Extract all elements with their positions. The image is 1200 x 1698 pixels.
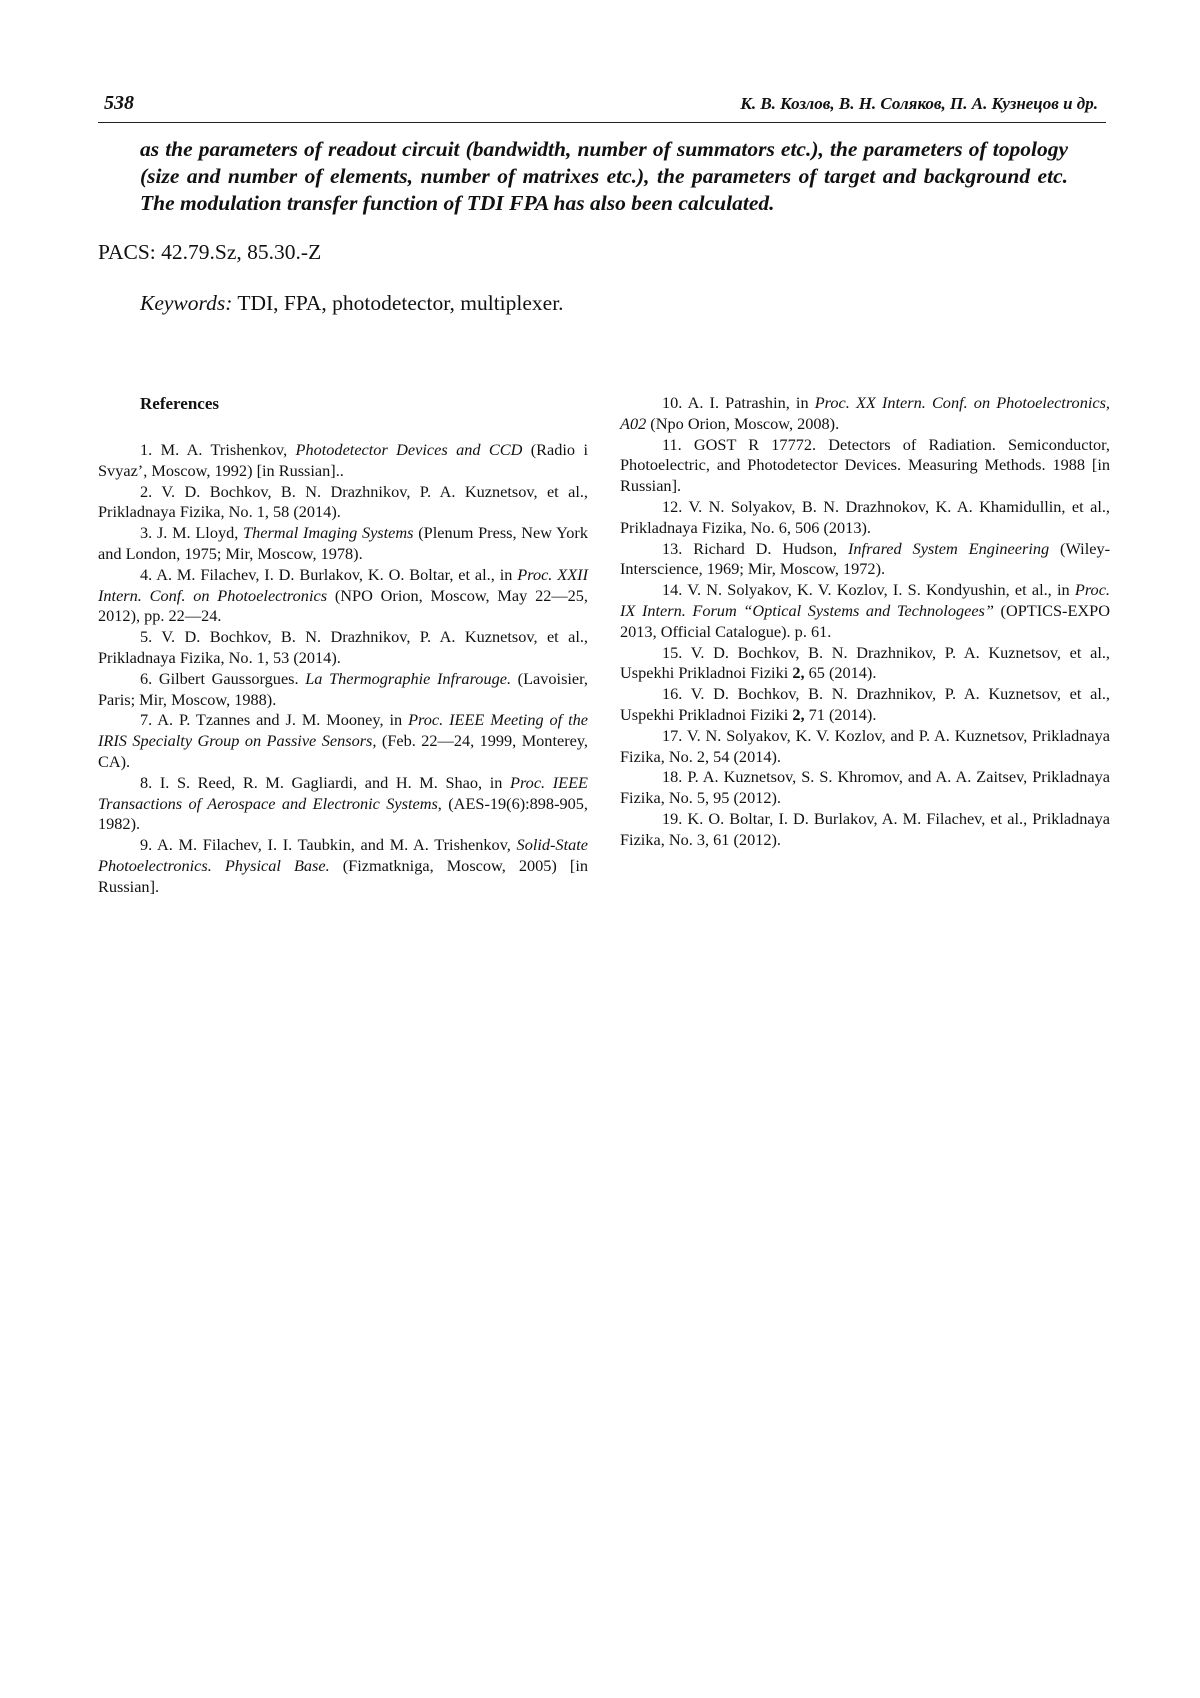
reference-details: (Lavoisier, Paris; Mir, Moscow, 1988). [98, 668, 588, 709]
reference-item [98, 773, 588, 835]
reference-text: 6. Gilbert Gaussorgues. [140, 668, 306, 688]
reference-details: (OPTICS-EXPO 2013, Official Catalogue). p. 61. [620, 600, 1110, 641]
reference-text: 13. Richard D. Hudson, [662, 538, 848, 558]
references-column-left [98, 393, 588, 898]
reference-item [98, 835, 588, 897]
reference-item [98, 627, 588, 669]
reference-text: 3. J. M. Lloyd, [140, 523, 244, 543]
keywords [140, 291, 564, 316]
reference-text: 11. GOST R 17772. Detectors of Radiation. Semiconductor, Photoelectric, and Photodetector Devices. Measuring Methods. 1988 [in Russian]. [620, 434, 1110, 496]
reference-item [620, 767, 1110, 809]
reference-title: Photodetector Devices and CCD [295, 440, 523, 459]
reference-text: 17. V. N. Solyakov, K. V. Kozlov, and P. A. Kuznetsov, Prikladnaya Fizika, No. 2, 54 (2014). [620, 725, 1110, 766]
reference-item [98, 669, 588, 711]
reference-text: 8. I. S. Reed, R. M. Gagliardi, and H. M. Shao, in [140, 772, 510, 792]
reference-title: Proc. XXII Intern. Conf. on Photoelectronics [98, 564, 588, 605]
reference-title: Thermal Imaging Systems [243, 523, 414, 543]
reference-text: 16. V. D. Bochkov, B. N. Drazhnikov, P. A. Kuznetsov, et al., Uspekhi Prikladnoi Fiziki [620, 684, 1110, 724]
reference-text: 1. M. A. Trishenkov, [140, 440, 296, 459]
reference-text: 15. V. D. Bochkov, B. N. Drazhnikov, P. A. Kuznetsov, et al., Uspekhi Prikladnoi Fiziki [620, 642, 1110, 683]
reference-item [620, 497, 1110, 539]
keywords-label: Keywords: [140, 291, 233, 315]
reference-text: 14. V. N. Solyakov, K. V. Kozlov, I. S. Kondyushin, et al., in [662, 580, 1075, 600]
reference-title: Infrared System Engineering [848, 538, 1050, 558]
reference-title: La Thermographie Infrarouge. [305, 668, 512, 688]
running-head: К. В. Козлов, В. Н. Соляков, П. А. Кузнецов и др. [740, 94, 1098, 113]
keywords-value: TDI, FPA, photodetector, multiplexer. [232, 291, 564, 315]
reference-title: Proc. IEEE Meeting of the IRIS Specialty Group on Passive Sensors, [98, 710, 588, 751]
reference-title: Proc. XX Intern. Conf. on Photoelectronics, A02 [620, 393, 1110, 433]
reference-text: 10. A. I. Patrashin, in [662, 393, 815, 412]
reference-details: 65 (2014). [804, 663, 877, 683]
reference-text: 2. V. D. Bochkov, B. N. Drazhnikov, P. A. Kuznetsov, et al., Prikladnaya Fizika, No. 1, 58 (2014). [98, 481, 588, 522]
reference-text: 18. P. A. Kuznetsov, S. S. Khromov, and A. A. Zaitsev, Prikladnaya Fizika, No. 5, 95 (2012). [620, 767, 1110, 808]
reference-details: 71 (2014). [804, 704, 877, 724]
reference-text: 19. K. O. Boltar, I. D. Burlakov, A. M. Filachev, et al., Prikladnaya Fizika, No. 3, 61 (2012). [620, 808, 1110, 849]
reference-text: 9. A. M. Filachev, I. I. Taubkin, and M. A. Trishenkov, [140, 835, 517, 855]
page-number: 538 [104, 92, 134, 114]
reference-text: 12. V. N. Solyakov, B. N. Drazhnokov, K. A. Khamidullin, et al., Prikladnaya Fizika, No. 6, 506 (2013). [620, 496, 1110, 537]
reference-details: (Plenum Press, New York and London, 1975; Mir, Moscow, 1978). [98, 523, 588, 563]
reference-item [620, 435, 1110, 497]
reference-text: 5. V. D. Bochkov, B. N. Drazhnikov, P. A. Kuznetsov, et al., Prikladnaya Fizika, No. 1, 53 (2014). [98, 627, 588, 667]
references-column-right [620, 393, 1110, 851]
reference-details: (Radio i Svyaz’, Moscow, 1992) [in Russian].. [98, 440, 588, 480]
reference-item [620, 684, 1110, 726]
reference-item [98, 482, 588, 524]
reference-item [620, 539, 1110, 581]
reference-item [620, 580, 1110, 642]
reference-volume: 2, [792, 704, 805, 724]
reference-details: (Npo Orion, Moscow, 2008). [646, 413, 840, 433]
reference-title: Proc. IEEE Transactions of Aerospace and Electronic Systems [98, 772, 588, 813]
reference-item [620, 726, 1110, 768]
reference-text: 4. A. M. Filachev, I. D. Burlakov, K. O. Boltar, et al., in [140, 564, 518, 584]
reference-item [98, 523, 588, 565]
reference-details: (NPO Orion, Moscow, May 22—25, 2012), pp. 22—24. [98, 585, 588, 626]
reference-details: (Feb. 22—24, 1999, Monterey, CA). [98, 731, 588, 771]
reference-item [98, 710, 588, 772]
reference-title: Solid-State Photoelectronics. Physical Base. [98, 835, 588, 875]
reference-title: Proc. IX Intern. Forum “Optical Systems and Technologees” [620, 580, 1110, 620]
reference-text: 7. A. P. Tzannes and J. M. Mooney, in [140, 710, 409, 730]
pacs-codes: PACS: 42.79.Sz, 85.30.-Z [98, 240, 322, 264]
reference-item [620, 809, 1110, 851]
reference-details: (Wiley-Interscience, 1969; Mir, Moscow, 1972). [620, 538, 1111, 579]
reference-details: , (AES-19(6):898-905, 1982). [98, 793, 588, 834]
reference-item [98, 440, 588, 482]
reference-details: (Fizmatkniga, Moscow, 2005) [in Russian]. [98, 855, 588, 896]
reference-volume: 2, [792, 663, 805, 683]
reference-item [620, 643, 1110, 685]
references-heading: References [140, 394, 219, 413]
reference-item [620, 393, 1110, 435]
abstract-text: as the parameters of readout circuit (bandwidth, number of summators etc.), the parameters of topology (size and number of elements, number of matrixes etc.), the parameters of target and background etc. The modulation transfer function of TDI FPA has also been calculated. [140, 137, 1068, 215]
page-header [98, 92, 1106, 123]
reference-item [98, 565, 588, 627]
